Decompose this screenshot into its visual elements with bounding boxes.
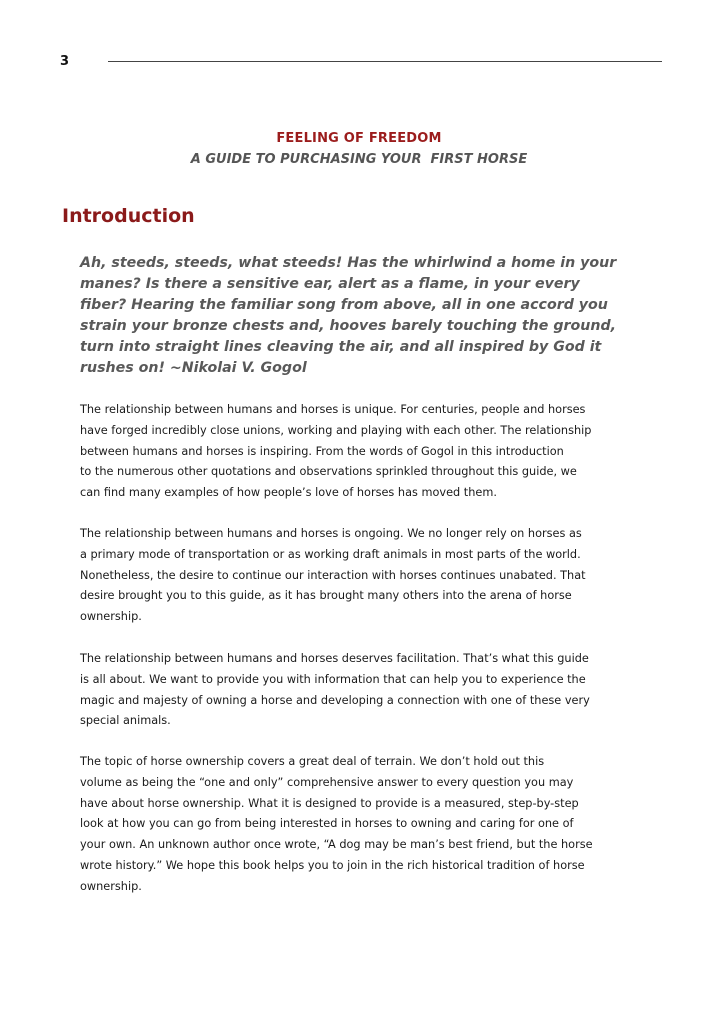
text-line: a primary mode of transportation or as working draft animals in most parts of the world. — [80, 547, 581, 561]
text-line: ownership. — [80, 879, 142, 893]
text-line: Nonetheless, the desire to continue our interaction with horses continues unabated. That — [80, 568, 586, 582]
text-line: have about horse ownership. What it is designed to provide is a measured, step-by-step — [80, 796, 579, 810]
text-line: between humans and horses is inspiring. From the words of Gogol in this introduction — [80, 444, 564, 458]
text-line: to the numerous other quotations and observations sprinkled throughout this guide, we — [80, 465, 577, 479]
text-line: desire brought you to this guide, as it has brought many others into the arena of horse — [80, 589, 572, 603]
text-line: magic and majesty of owning a horse and developing a connection with one of these very — [80, 693, 590, 707]
text-line: is all about. We want to provide you with information that can help you to experience the — [80, 672, 586, 686]
body-paragraph-2 — [80, 524, 650, 628]
epigraph-quote — [80, 253, 650, 379]
text-line: your own. An unknown author once wrote, “A dog may be man’s best friend, but the horse — [80, 838, 593, 852]
document-subtitle: A GUIDE TO PURCHASING YOUR FIRST HORSE — [190, 152, 528, 167]
text-line: ownership. — [80, 610, 142, 624]
text-line: wrote history.” We hope this book helps you to join in the rich historical tradition of horse — [80, 858, 585, 872]
header-rule — [108, 61, 662, 62]
text-line: The relationship between humans and horses is ongoing. We no longer rely on horses as — [80, 527, 582, 540]
section-heading: Introduction — [62, 205, 195, 227]
text-line: look at how you can go from being interested in horses to owning and caring for one of — [80, 817, 574, 831]
text-line: special animals. — [80, 714, 171, 728]
text-line: The topic of horse ownership covers a great deal of terrain. We don’t hold out this — [80, 755, 545, 768]
body-paragraph-4 — [80, 752, 650, 898]
body-paragraph-1 — [80, 400, 650, 504]
text-line: volume as being the “one and only” comprehensive answer to every question you may — [80, 775, 574, 789]
text-line: The relationship between humans and horses is unique. For centuries, people and horses — [80, 403, 586, 416]
text-line: The relationship between humans and horses deserves facilitation. That’s what this guide — [80, 652, 589, 665]
quote-line: turn into straight lines cleaving the air, and all inspired by God it — [80, 339, 602, 355]
quote-line: strain your bronze chests and, hooves barely touching the ground, — [80, 318, 616, 334]
body-paragraph-3 — [80, 649, 650, 732]
page-number: 3 — [60, 54, 70, 69]
text-line: have forged incredibly close unions, working and playing with each other. The relationship — [80, 423, 592, 437]
quote-line: fiber? Hearing the familiar song from above, all in one accord you — [80, 297, 608, 313]
document-title: FEELING OF FREEDOM — [276, 131, 442, 146]
quote-line: rushes on! ~Nikolai V. Gogol — [80, 360, 307, 376]
quote-line: manes? Is there a sensitive ear, alert as a flame, in your every — [80, 276, 580, 292]
text-line: can find many examples of how people’s love of horses has moved them. — [80, 486, 497, 500]
quote-line: Ah, steeds, steeds, what steeds! Has the whirlwind a home in your — [80, 255, 617, 271]
